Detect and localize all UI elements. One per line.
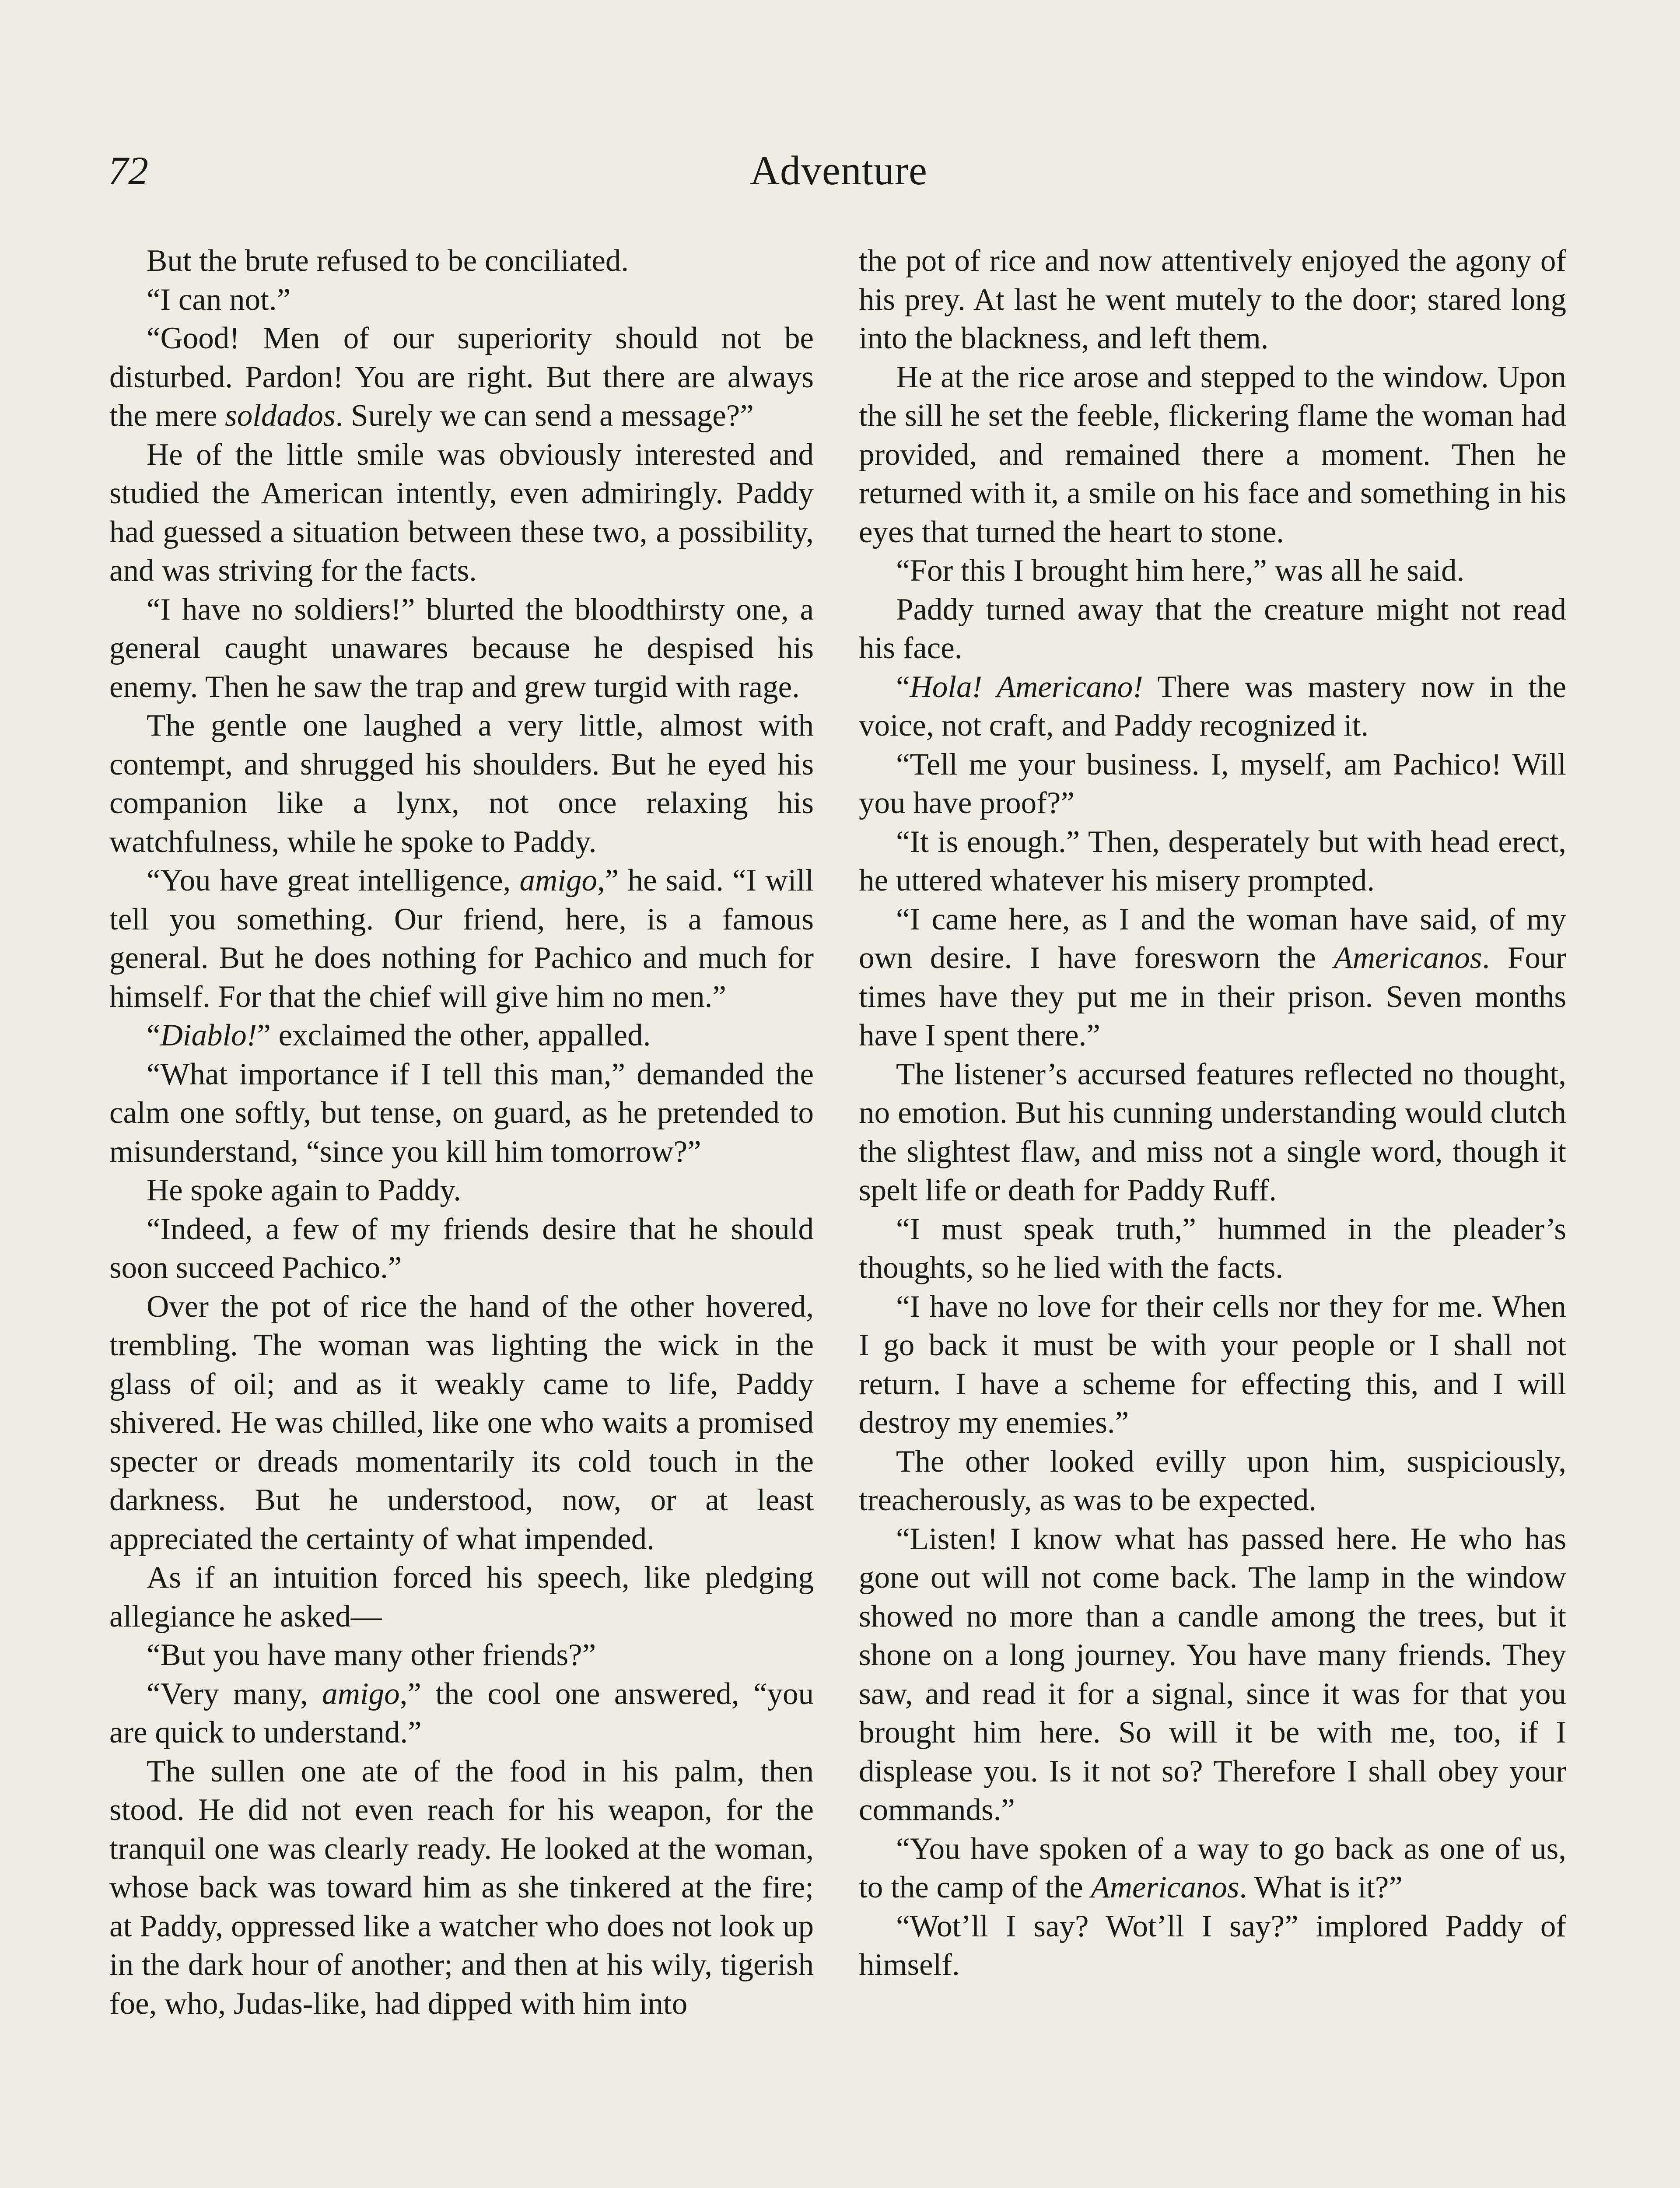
right-column bbox=[859, 242, 1566, 1985]
paragraph: “I came here, as I and the woman have said, of my own desire. I have foresworn the Americanos. Four times have they put me in their prison. Seven months have I spent there.” bbox=[859, 902, 1566, 1052]
paragraph: He of the little smile was obviously interested and studied the American intently, even admiringly. Paddy had guessed a situation between these two, a possibility, and was striving for the facts. bbox=[109, 437, 814, 588]
paragraph: “What importance if I tell this man,” demanded the calm one softly, but tense, on guard, as he pretended to misunderstand, “since you kill him tomorrow?” bbox=[109, 1057, 814, 1169]
paragraph: “You have spoken of a way to go back as one of us, to the camp of the Americanos. What is it?” bbox=[859, 1831, 1566, 1904]
page-header bbox=[108, 142, 1569, 199]
paragraph: “Tell me your business. I, myself, am Pachico! Will you have proof?” bbox=[859, 747, 1566, 820]
paragraph: As if an intuition forced his speech, like pledging allegiance he asked— bbox=[109, 1560, 814, 1634]
paragraph: The other looked evilly upon him, suspiciously, treacherously, as was to be expected. bbox=[859, 1444, 1566, 1517]
paragraph: The listener’s accursed features reflected no thought, no emotion. But his cunning understanding would clutch the slightest flaw, and miss not a single word, though it spelt life or death for Paddy Ruff. bbox=[859, 1057, 1566, 1207]
paragraph: He at the rice arose and stepped to the window. Upon the sill he set the feeble, flickering flame the woman had provided, and remained there a moment. Then he returned with it, a smile on his face and something in his eyes that turned the heart to stone. bbox=[859, 360, 1566, 549]
paragraph: But the brute refused to be conciliated. bbox=[147, 244, 629, 278]
paragraph: “I have no soldiers!” blurted the bloodthirsty one, a general caught unawares because he despised his enemy. Then he saw the trap and grew turgid with rage. bbox=[109, 592, 814, 704]
paragraph: “Listen! I know what has passed here. He who has gone out will not come back. The lamp in the window showed no more than a candle among the trees, but it shone on a long journey. You have many friends. They saw, and read it for a signal, since it was for that you brought him here. So will it be with me, too, if I displease you. Is it not so? Therefore I shall obey your commands.” bbox=[859, 1522, 1566, 1827]
paragraph: “Hola! Americano! There was mastery now in the voice, not craft, and Paddy recognized it. bbox=[859, 670, 1567, 743]
paragraph: “I must speak truth,” hummed in the pleader’s thoughts, so he lied with the facts. bbox=[859, 1212, 1566, 1285]
paragraph: The gentle one laughed a very little, almost with contempt, and shrugged his shoulders. But he eyed his companion like a lynx, not once relaxing his watchfulness, while he spoke to Paddy. bbox=[109, 708, 814, 859]
paragraph: “I can not.” bbox=[147, 282, 291, 317]
paragraph: “But you have many other friends?” bbox=[147, 1638, 596, 1672]
page-number: 72 bbox=[108, 148, 148, 193]
paragraph: “Very many, amigo,” the cool one answered, “you are quick to understand.” bbox=[109, 1676, 814, 1750]
paragraph: “I have no love for their cells nor they for me. When I go back it must be with your people or I shall not return. I have a scheme for effecting this, and I will destroy my enemies.” bbox=[859, 1289, 1566, 1440]
paragraph: Over the pot of rice the hand of the other hovered, trembling. The woman was lighting the wick in the glass of oil; and as it weakly came to life, Paddy shivered. He was chilled, like one who waits a promised specter or dreads momentarily its cold touch in the darkness. But he understood, now, or at least appreciated the certainty of what impended. bbox=[109, 1289, 814, 1556]
paragraph: “Diablo!” exclaimed the other, appalled. bbox=[147, 1018, 651, 1052]
paragraph: “You have great intelligence, amigo,” he said. “I will tell you something. Our friend, here, is a famous general. But he does nothing for Pachico and much for himself. For that the chief will give him no men.” bbox=[109, 863, 814, 1014]
paragraph: He spoke again to Paddy. bbox=[147, 1173, 462, 1207]
paragraph: “It is enough.” Then, desperately but with head erect, he uttered whatever his misery prompted. bbox=[859, 824, 1566, 898]
left-column bbox=[109, 242, 814, 2023]
paragraph: Paddy turned away that the creature might not read his face. bbox=[859, 592, 1566, 665]
paragraph: “Good! Men of our superiority should not be disturbed. Pardon! You are right. But there are always the mere soldados. Surely we can send a message?” bbox=[109, 321, 814, 433]
paragraph: “Indeed, a few of my friends desire that he should soon succeed Pachico.” bbox=[109, 1212, 814, 1285]
paragraph: the pot of rice and now attentively enjoyed the agony of his prey. At last he went mutely to the door; stared long into the blackness, and left them. bbox=[859, 244, 1566, 355]
running-title: Adventure bbox=[750, 148, 928, 193]
paragraph: “Wot’ll I say? Wot’ll I say?” implored Paddy of himself. bbox=[859, 1909, 1566, 1982]
paragraph: “For this I brought him here,” was all he said. bbox=[896, 554, 1465, 588]
paragraph: The sullen one ate of the food in his palm, then stood. He did not even reach for his weapon, for the tranquil one was clearly ready. He looked at the woman, whose back was toward him as she tinkered at the fire; at Paddy, oppressed like a watcher who does not look up in the dark hour of another; and then at his wily, tigerish foe, who, Judas-like, had dipped with him into bbox=[109, 1754, 814, 2021]
